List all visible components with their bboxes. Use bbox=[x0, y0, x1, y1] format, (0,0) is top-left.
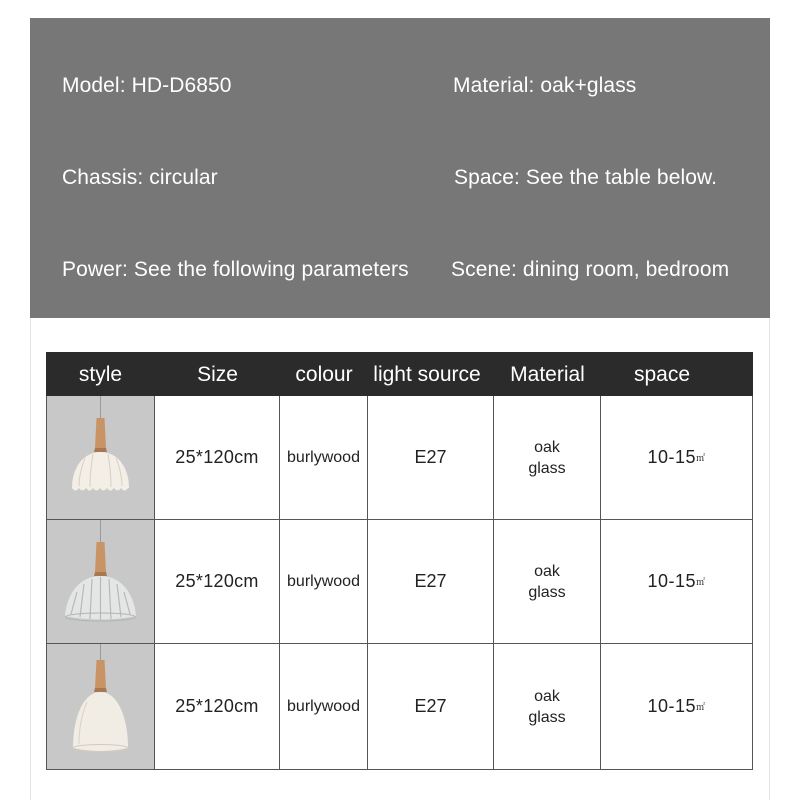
spec-scene: Scene: dining room, bedroom bbox=[451, 258, 730, 281]
material-line-glass: glass bbox=[528, 708, 566, 726]
table-row bbox=[46, 396, 753, 520]
spec-table bbox=[46, 352, 753, 770]
material-cell bbox=[494, 644, 601, 770]
colour-cell: burlywood bbox=[280, 396, 368, 520]
spec-model: Model: HD-D6850 bbox=[62, 74, 232, 97]
material-line-glass: glass bbox=[528, 583, 566, 601]
table-row bbox=[46, 520, 753, 644]
space-unit: ㎡ bbox=[696, 702, 706, 712]
space-value: 10-15 bbox=[647, 696, 697, 716]
style-thumbnail bbox=[46, 396, 155, 520]
table-row bbox=[46, 644, 753, 770]
space-value: 10-15 bbox=[647, 571, 697, 591]
style-thumbnail bbox=[46, 644, 155, 770]
light-source-cell: E27 bbox=[368, 520, 494, 644]
colour-cell: burlywood bbox=[280, 520, 368, 644]
light-source-cell: E27 bbox=[368, 644, 494, 770]
style-thumbnail bbox=[46, 520, 155, 644]
space-value: 10-15 bbox=[647, 447, 697, 467]
header-size: Size bbox=[197, 363, 238, 386]
material-line-oak: oak bbox=[534, 438, 560, 456]
material-cell bbox=[494, 520, 601, 644]
header-light-source: light source bbox=[373, 363, 481, 386]
spec-space: Space: See the table below. bbox=[454, 166, 718, 189]
size-cell: 25*120cm bbox=[155, 396, 280, 520]
ribbed-clear-glass-pendant-lamp-icon bbox=[47, 520, 154, 643]
bell-frosted-pendant-lamp-icon bbox=[47, 644, 154, 769]
frame-left-border bbox=[30, 318, 31, 800]
header-space: space bbox=[633, 363, 691, 386]
material-line-oak: oak bbox=[534, 687, 560, 705]
header-colour: colour bbox=[295, 363, 353, 386]
size-cell: 25*120cm bbox=[155, 520, 280, 644]
colour-cell: burlywood bbox=[280, 644, 368, 770]
header-style: style bbox=[78, 363, 123, 386]
spec-material: Material: oak+glass bbox=[453, 74, 637, 97]
space-cell bbox=[601, 396, 753, 520]
material-line-oak: oak bbox=[534, 562, 560, 580]
frame-right-border bbox=[769, 318, 770, 800]
size-cell: 25*120cm bbox=[155, 644, 280, 770]
material-line-glass: glass bbox=[528, 459, 566, 477]
table-header bbox=[46, 352, 753, 396]
material-cell bbox=[494, 396, 601, 520]
space-cell bbox=[601, 644, 753, 770]
space-unit: ㎡ bbox=[696, 577, 706, 587]
light-source-cell: E27 bbox=[368, 396, 494, 520]
spec-chassis: Chassis: circular bbox=[62, 166, 218, 189]
header-material: Material bbox=[510, 363, 585, 386]
spec-power: Power: See the following parameters bbox=[62, 258, 409, 281]
scalloped-frosted-pendant-lamp-icon bbox=[47, 396, 154, 519]
space-cell bbox=[601, 520, 753, 644]
spec-panel bbox=[30, 18, 770, 318]
space-unit: ㎡ bbox=[696, 453, 706, 463]
